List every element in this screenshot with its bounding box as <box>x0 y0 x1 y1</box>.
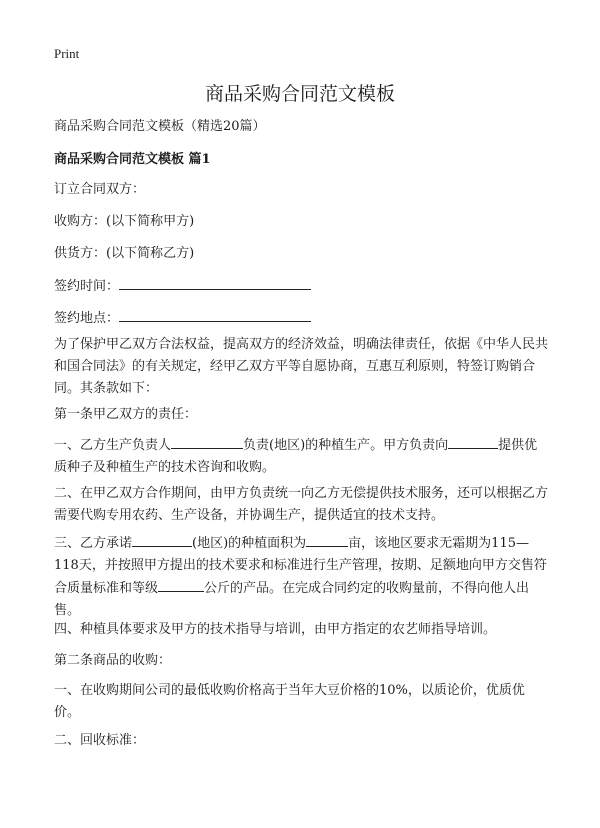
sign-place-line <box>54 307 550 330</box>
clause-6-paragraph: 二、回收标准： <box>54 733 146 748</box>
parties-intro: 订立合同双方： <box>54 182 146 197</box>
clause-3-paragraph <box>54 532 550 622</box>
clause-5-paragraph: 一、在收购期间公司的最低收购价格高于当年大豆价格的10%，以质论价，优质优价。 <box>54 683 525 720</box>
clause-3-part-a: 三、乙方承诺 <box>54 536 133 551</box>
clause-1-part-c: 提供优质种子及种植生产的技术咨询和收购。 <box>54 438 538 475</box>
sign-place-label: 签约地点： <box>54 311 120 326</box>
clause-3-part-b: (地区)的种植面积为 <box>192 536 307 551</box>
clause-3-part-d: 公斤的产品。在完成合同约定的收购量前，不得向他人出售。 <box>54 581 530 618</box>
clause-1-blank-2 <box>448 434 498 449</box>
clause-1-part-b: 负责(地区)的种植生产。甲方负责向 <box>243 438 449 453</box>
article-1-title: 第一条甲乙双方的责任： <box>54 407 198 422</box>
sign-place-blank <box>119 307 311 322</box>
clause-3-blank-1 <box>132 532 192 547</box>
clause-1-part-a: 一、乙方生产负责人 <box>54 438 172 453</box>
sign-time-label: 签约时间： <box>54 279 120 294</box>
sign-time-blank <box>119 275 311 290</box>
clause-1-blank-1 <box>171 434 243 449</box>
print-link[interactable]: Print <box>54 46 80 61</box>
document-subtitle: 商品采购合同范文模板（精选20篇） <box>54 119 266 134</box>
buyer-line: 收购方：(以下简称甲方) <box>54 214 195 229</box>
clause-1-paragraph <box>54 434 550 479</box>
supplier-line: 供货方：(以下简称乙方) <box>54 246 195 261</box>
clause-4-paragraph: 四、种植具体要求及甲方的技术指导与培训，由甲方指定的农艺师指导培训。 <box>54 622 497 637</box>
clause-3-blank-3 <box>158 577 204 592</box>
clause-3-part-c: 亩，该地区要求无霜期为115—118天，并按照甲方提出的技术要求和标准进行生产管理，按期、足额地向甲方交售符合质量标准和等级 <box>54 536 547 596</box>
clause-3-blank-2 <box>306 532 348 547</box>
clause-2-paragraph: 二、在甲乙双方合作期间，由甲方负责统一向乙方无偿提供技术服务，还可以根据乙方需要代购专用农药、生产设备，并协调生产，提供适宜的技术支持。 <box>54 486 549 523</box>
preamble-paragraph: 为了保护甲乙双方合法权益，提高双方的经济效益，明确法律责任，依据《中华人民共和国合同法》的有关规定，经甲乙双方平等自愿协商，互惠互利原则，特签订购销合同。其条款如下： <box>54 337 549 396</box>
sign-time-line <box>54 275 550 298</box>
page-title: 商品采购合同范文模板 <box>204 83 395 105</box>
section-heading: 商品采购合同范文模板 篇1 <box>54 152 211 167</box>
article-2-title: 第二条商品的收购： <box>54 653 172 668</box>
